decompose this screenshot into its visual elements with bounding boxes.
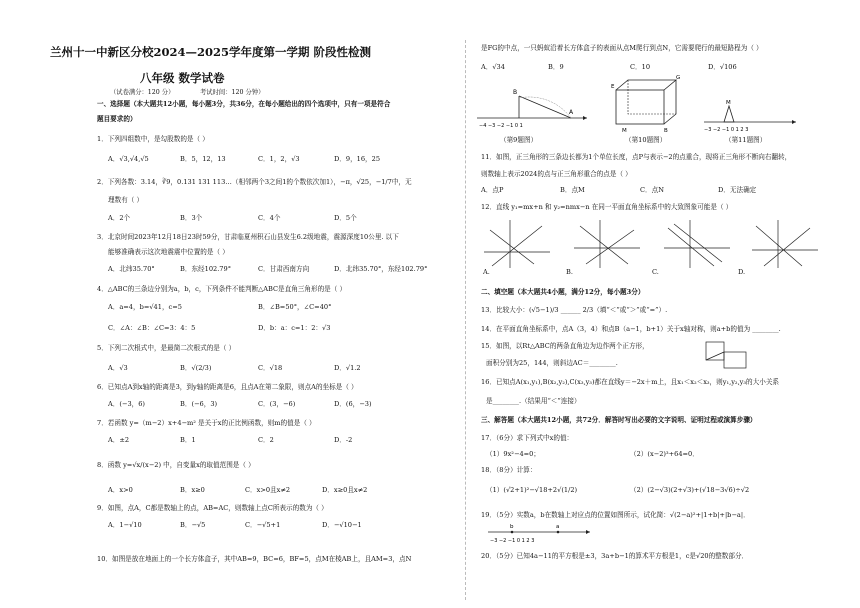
q11-stem-2: 则数轴上表示2024的点与正三角形重合的点是（ ） [481,170,632,178]
q6-stem: 6．已知点A到x轴的距离是3，到y轴的距离是6，且点A在第二象限，则点A的坐标是（ ） [97,383,358,391]
q10-option-d: D．√106 [708,63,737,71]
q12-graphs [482,218,832,270]
figure-10-caption: （第10题图） [625,136,667,144]
q7-stem: 7．若函数 y=（m−2）x+4−m² 是关于x的正比例函数，则m的值是（ ） [97,419,316,427]
q12-option-d: D. [738,268,746,276]
figure-11 [700,94,800,134]
fig15-square-1 [706,342,724,360]
q8-option-b: B．x≥0 [180,486,205,494]
q15-stem-2: 面积分别为25，144，则斜边AC＝________. [486,359,618,367]
q18-stem: 18．（8分）计算： [481,466,537,474]
q4-option-b: B．∠B=50°，∠C=40° [258,303,332,311]
fig15-square-2 [724,352,746,368]
q17-part-1: （1）9x²−4=0； [486,450,540,458]
fig10-label-g: G [676,75,681,81]
q9-stem: 9．如图，点A，C都是数轴上的点，AB=AC，则数轴上点C所表示的数为（ ） [97,504,328,512]
q3-option-d: D．北纬35.70°，东经102.79° [334,265,428,273]
q2-option-c: C．4个 [258,214,281,222]
q6-option-c: C．(3，−6) [258,400,296,408]
q16-stem-2: 是________.（结果用“＜”连接） [486,397,581,405]
q15-stem: 15．如图，以Rt△ABC的两条直角边为边作两个正方形， [481,342,649,350]
q20-stem: 20．（5分）已知4a−11的平方根是±3，3a+b−1的算术平方根是1，c是√20的整数部分． [481,552,749,560]
fig19-ticks: −3 −2 −1 0 1 2 3 [490,538,535,544]
q1-option-a: A．√3,√4,√5 [108,155,149,163]
fig10-label-e: E [611,84,615,90]
q11-option-c: C．点N [640,186,665,194]
q11-option-d: D．无法确定 [718,186,757,194]
q9-option-c: C．−√5+1 [245,521,281,529]
figure-19 [486,522,596,548]
exam-subtitle: 八年级 数学试卷 [140,71,225,85]
q9-option-b: B．−√5 [180,521,206,529]
figure-10 [610,74,685,136]
q19-stem: 19．（5分）实数a，b在数轴上对应点的位置如图所示，试化简：√(2−a)²+|1+b|+|b−a|． [481,511,750,519]
q4-stem: 4．△ABC的三条边分别为a，b，c，下列条件不能判断△ABC是直角三角形的是（ ） [97,285,347,293]
q3-option-a: A．北纬35.70° [108,265,155,273]
q3-option-c: C．甘肃西南方向 [258,265,310,273]
column-divider [465,40,466,600]
fig10-side-face [664,80,676,124]
q6-option-b: B．(−6，3) [180,400,218,408]
fig19-arrow [586,530,590,534]
q12-option-c: C. [652,268,659,276]
q5-option-b: B．√(2/3) [180,364,212,372]
fig19-label-b: b [510,524,514,530]
score-info: （试卷满分：120 分） [110,89,175,96]
q18-part-1: （1）(√2+1)²−√18+2√(1/2) [486,486,578,494]
section-1-title-2: 题目要求的） [97,115,137,123]
q6-option-d: D．(6，−3) [334,400,372,408]
q5-option-d: D．√1.2 [334,364,361,372]
q6-option-a: A．(−3，6) [108,400,146,408]
q12-graph-a [484,220,550,268]
q4-option-c: C．∠A：∠B：∠C=3：4：5 [108,324,196,332]
q10-stem: 10．如图是放在地面上的一个长方体盒子，其中AB=9，BC=6，BF=5，点M在棱AB上，且AM=3，点N [97,555,412,563]
q17-stem: 17．（6分）求下列式中x的值： [481,434,574,442]
fig10-label-b: B [664,128,668,134]
fig10-front-face [616,90,664,124]
q5-option-c: C．√18 [258,364,283,372]
q7-option-a: A．±2 [108,436,130,444]
q1-option-d: D．9，16，25 [334,155,381,163]
section-1-title: 一、选择题（本大题共12小题，每小题3分，共36分，在每小题给出的四个选项中，只有一项是符合 [97,100,391,108]
section-3-title: 三、解答题（本大题共12小题，共72分．解答时写出必要的文字说明、证明过程或演算步骤） [481,416,757,424]
q5-stem: 5．下列二次根式中，是最简二次根式的是（ ） [97,344,236,352]
q1-option-c: C．1，2，√3 [258,155,300,163]
q7-option-d: D．-2 [334,436,353,444]
q2-stem: 2．下列各数：3.14，∛9，0.131 131 113…（相邻两个3之间1的个数依次加1），−π，√25，−1/7中，无 [97,178,412,186]
fig11-triangle [724,106,734,122]
exam-title: 兰州十一中新区分校2024—2025学年度第一学期 阶段性检测 [50,45,372,59]
fig10-top-face [616,80,676,90]
fig9-label-a: A [569,109,574,116]
fig11-arrow [792,120,796,124]
q18-part-2: （2）(2−√3)(2+√3)+(√18−3√6)÷√2 [630,486,750,494]
time-info: 考试时间：120 分钟） [200,89,265,96]
figure-9 [475,80,595,140]
fig10-hidden-edges [628,80,676,114]
fig19-label-a: a [556,524,560,530]
q9-option-a: A．1−√10 [108,521,142,529]
q14-stem: 14．在平面直角坐标系中，点A（3，4）和点B（a−1，b+1）关于x轴对称，则a+b的值为 ________. [481,325,781,333]
fig19-point-a [557,531,560,534]
q12-option-b: B. [566,268,573,276]
fig9-ticks: −4 −3 −2 −1 0 1 [479,123,523,129]
q10-stem-2: 是FG的中点，一只蚂蚁沿着长方体盒子的表面从点M爬行到点N，它需要爬行的最短路程为（ ） [481,44,763,52]
q8-option-a: A．x>0 [108,486,133,494]
q12-graph-c [664,220,730,268]
q11-option-b: B．点M [560,186,585,194]
fig15-hypotenuse [706,352,724,360]
q10-option-c: C．10 [630,63,651,71]
q2-option-b: B．3个 [180,214,203,222]
q2-option-a: A．2个 [108,214,131,222]
q9-option-d: D．−√10−1 [322,521,362,529]
q11-stem: 11．如图，正三角形的三条边长都为1个单位长度，点P与表示−2的点重合，现将正三角形不断向右翻转， [481,153,792,161]
q12-option-a: A. [483,268,490,276]
q5-option-a: A．√3 [108,364,128,372]
q2-stem-2: 理数有（ ） [108,196,144,204]
q3-stem-2: 能够准确表示这次地震震中位置的是（ ） [108,248,229,256]
fig9-segment-ab [519,96,571,118]
q10-option-a: A．√34 [481,63,505,71]
q13-stem: 13．比较大小：(√5−1)/3 ______ 2/3（填“＜”或“＞”或“=”）. [481,306,668,314]
figure-9-caption: （第9题图） [500,136,538,144]
q8-option-d: D．x≥0且x≠2 [322,486,368,494]
fig11-label-m: M [726,100,731,106]
q12-stem: 12．直线 y₁=mx+n 和 y₂=nmx−n 在同一平面直角坐标系中的大致图象可能是（ ） [481,203,733,211]
figure-11-caption: （第11题图） [725,136,767,144]
fig9-label-b: B [513,89,518,96]
q4-option-d: D．b：a：c=1：2：√3 [258,324,331,332]
q2-option-d: D．5个 [334,214,357,222]
q16-stem: 16．已知点A(x₁,y₁),B(x₂,y₂),C(x₃,y₃)都在直线y＝−2x＋m上，且x₁＜x₂＜x₃，则y₁,y₂,y₃的大小关系 [481,378,780,386]
q12-graph-d [752,220,818,268]
fig19-point-b [511,531,514,534]
q12-graph-b [574,220,640,268]
fig11-ticks: −3 −2 −1 0 1 2 3 [704,127,749,133]
q3-option-b: B．东经102.79° [180,265,231,273]
q10-option-b: B．9 [548,63,564,71]
q11-option-a: A．点P [481,186,504,194]
fig9-arrow [583,116,587,120]
q7-option-b: B．1 [180,436,196,444]
q17-part-2: （2）(x−2)³+64=0． [630,450,699,458]
figure-15 [700,338,750,372]
q3-stem: 3．北京时间2023年12月18日23时59分，甘肃临夏州积石山县发生6.2级地震，震源深度10公里. 以下 [97,233,399,241]
fig10-label-m: M [622,128,627,134]
section-2-title: 二、填空题（本大题共4小题，满分12分，每小题3分） [481,288,645,296]
q8-stem: 8．函数 y=√x/(x−2) 中，自变量x的取值范围是（ ） [97,461,255,469]
q7-option-c: C．2 [258,436,274,444]
q4-option-a: A．a=4，b=√41，c=5 [108,303,182,311]
q8-option-c: C．x>0且x≠2 [245,486,291,494]
q1-stem: 1．下列四组数中，是勾股数的是（ ） [97,135,209,143]
q1-option-b: B．5，12，13 [180,155,226,163]
